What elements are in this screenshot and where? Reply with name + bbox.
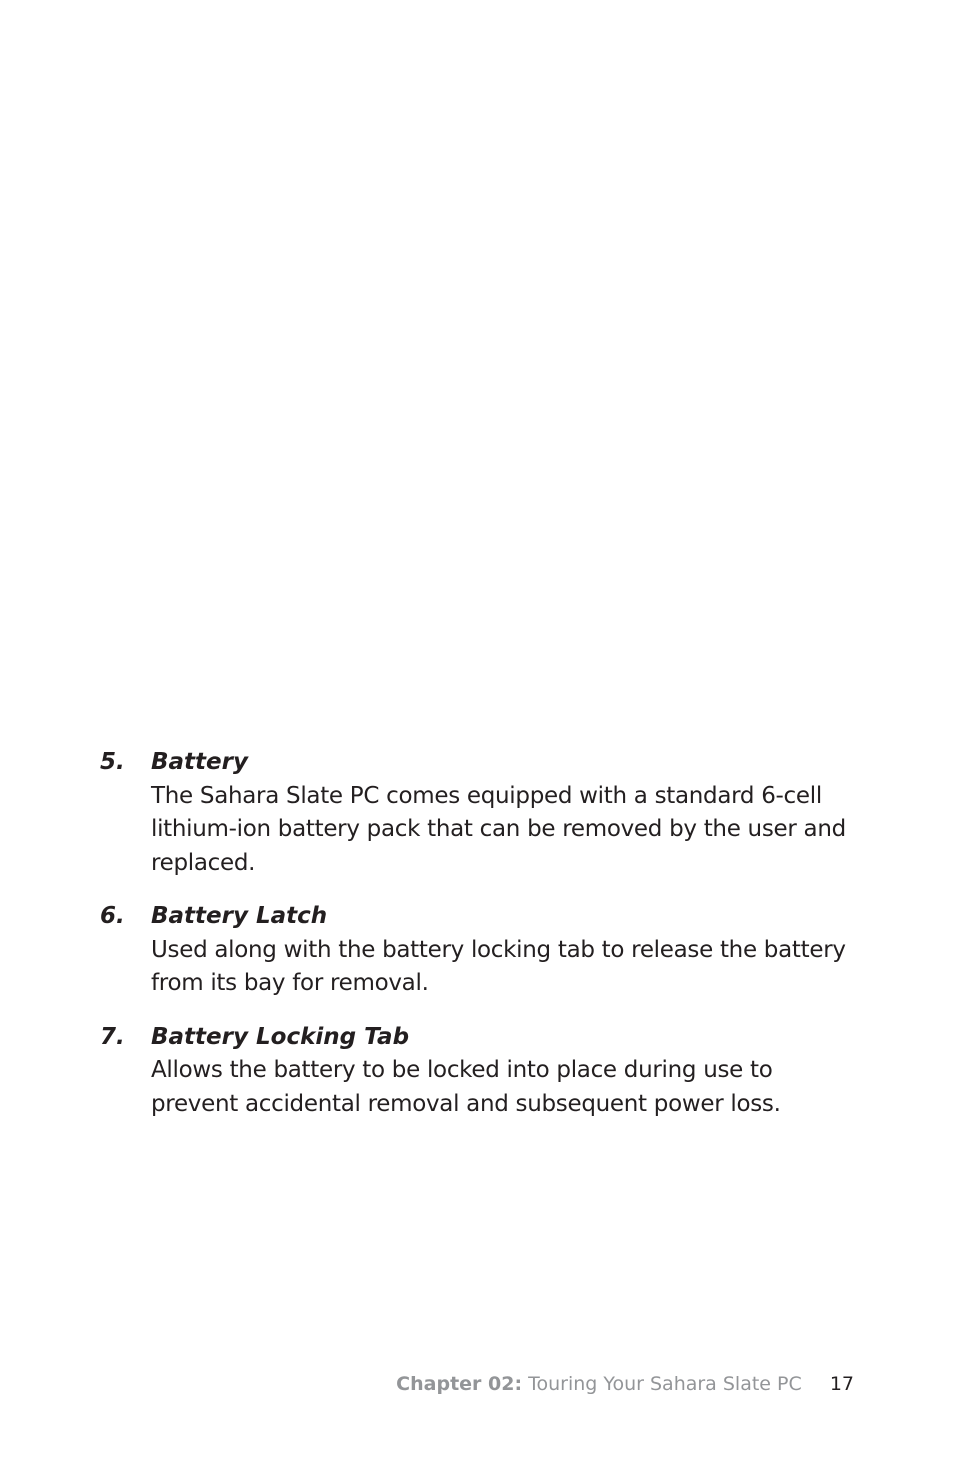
item-number: 6.	[100, 903, 125, 929]
list-item-battery-latch	[100, 900, 860, 1001]
list-item-battery-locking-tab	[100, 1021, 860, 1122]
item-description: Used along with the battery locking tab to release the battery from its bay for removal.	[151, 936, 846, 996]
footer-chapter-label: Chapter 02:	[396, 1373, 523, 1395]
item-title: Battery Latch	[151, 903, 328, 929]
component-list	[100, 746, 860, 1141]
item-description: Allows the battery to be locked into place during use to prevent accidental removal and subsequent power loss.	[151, 1057, 781, 1117]
list-item-battery	[100, 746, 860, 880]
item-title: Battery	[151, 749, 248, 775]
item-number: 5.	[100, 749, 125, 775]
page-number: 17	[829, 1373, 854, 1395]
item-title: Battery Locking Tab	[151, 1023, 410, 1050]
footer-chapter-title: Touring Your Sahara Slate PC	[528, 1373, 802, 1395]
page-footer	[396, 1370, 854, 1398]
item-description: The Sahara Slate PC comes equipped with a standard 6-cell lithium-ion battery pack that can be removed by the user and replaced.	[151, 782, 846, 876]
item-number: 7.	[100, 1023, 125, 1050]
